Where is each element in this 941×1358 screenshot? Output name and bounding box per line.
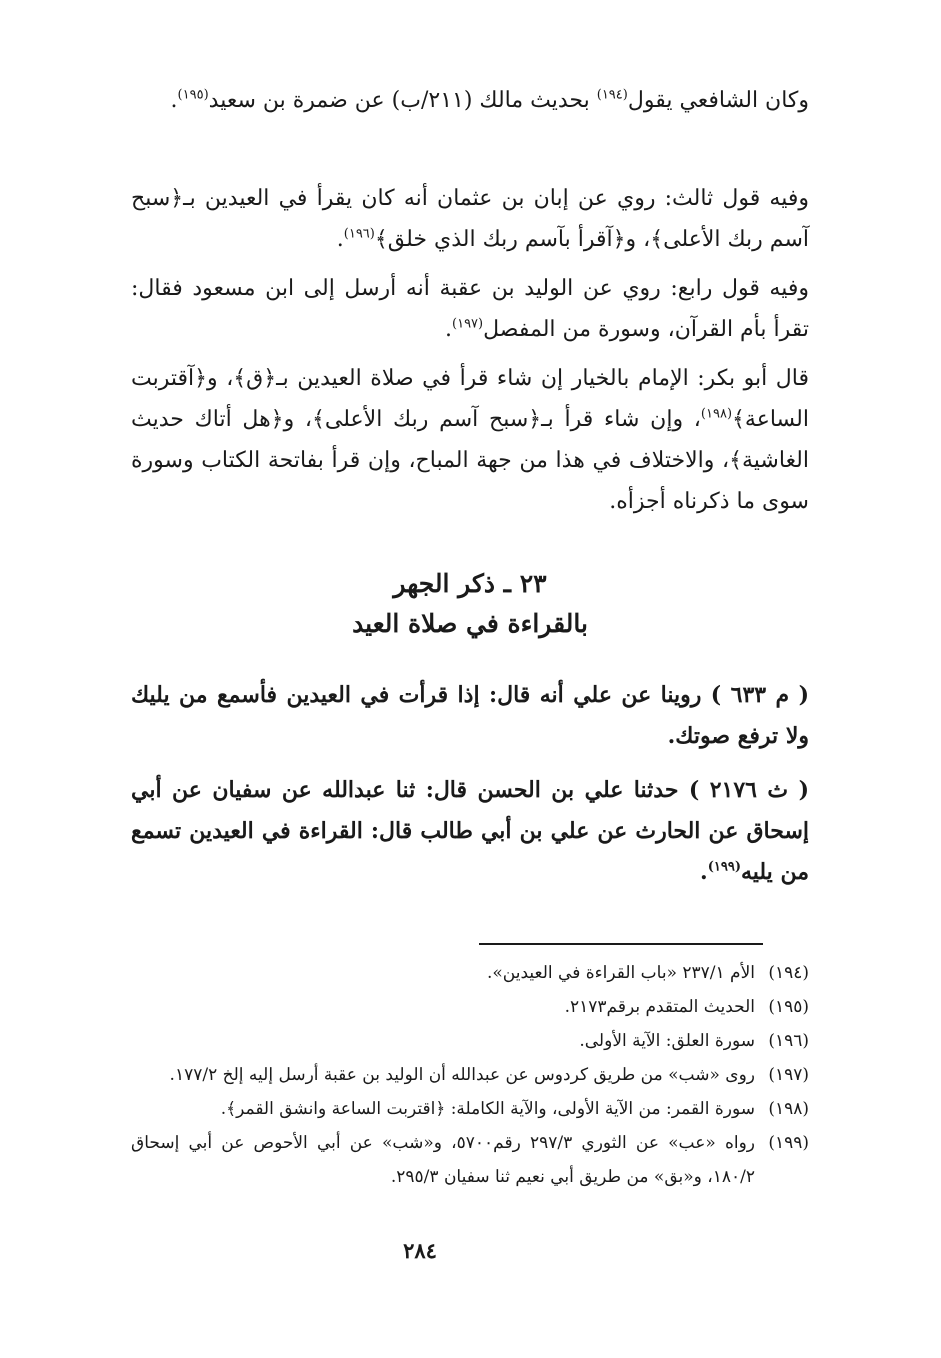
narration-end: .	[700, 859, 708, 885]
footnotes	[131, 956, 809, 1194]
footnote-ref[interactable]: (١٩٦)	[343, 226, 375, 242]
narration-2176	[131, 770, 809, 893]
section-heading-line1: ٢٣ ـ ذكر الجهر	[393, 569, 547, 598]
footnote-number: (١٩٨)	[768, 1099, 809, 1119]
footnote-number: (١٩٤)	[768, 963, 809, 983]
footnote-ref[interactable]: (١٩٤)	[596, 87, 628, 103]
paragraph-text: وفيه قول ثالث: روي عن إبان بن عثمان أنه كان يقرأ في العيدين بـ﴿سبح آسم ربك الأعلى﴾، و﴿آقرأ بآسم ربك الذي خلق﴾	[131, 186, 809, 252]
footnote-number: (١٩٦)	[768, 1031, 809, 1051]
footnote-text: رواه «عب» عن الثوري ٢٩٧/٣ رقم٥٧٠٠، و«شب» عن أبي الأحوص عن أبي إسحاق ١٨٠/٢، و«بق» من طريق أبي نعيم ثنا سفيان ٢٩٥/٣.	[131, 1133, 755, 1187]
footnote-text: سورة العلق: الآية الأولى.	[579, 1031, 755, 1051]
paragraph-end: .	[445, 317, 453, 342]
paragraph-end: .	[170, 88, 178, 113]
footnote-separator	[479, 943, 763, 945]
section-heading-line2: بالقراءة في صلاة العيد	[352, 609, 588, 638]
page-number: ٢٨٤	[403, 1238, 437, 1263]
footnote-item	[131, 1024, 809, 1058]
narration-text: ( م ٦٣٣ ) روينا عن علي أنه قال: إذا قرأت في العيدين فأسمع من يليك ولا ترفع صوتك.	[131, 682, 809, 749]
footnote-ref[interactable]: (١٩٩)	[707, 859, 741, 875]
narration-text: ( ث ٢١٧٦ ) حدثنا علي بن الحسن قال: ثنا عبدالله عن سفيان عن أبي إسحاق عن الحارث عن علي بن أبي طالب قال: القراءة في العيدين تسمع من يليه	[131, 777, 809, 885]
footnote-ref[interactable]: (١٩٨)	[700, 406, 733, 422]
footnote-number: (١٩٩)	[768, 1133, 809, 1153]
footnote-item	[131, 1126, 809, 1194]
footnote-item	[131, 1058, 809, 1092]
paragraph-shafii	[131, 80, 809, 121]
footnote-item	[131, 1092, 809, 1126]
paragraph-text: ، وإن شاء قرأ بـ﴿سبح آسم ربك الأعلى﴾، و﴿هل أتاك حديث الغاشية﴾، والاختلاف في هذا من جهة المباح، وإن قرأ بفاتحة الكتاب وسورة سوى ما ذكرناه أجزأه.	[131, 407, 809, 514]
paragraph-text: قال أبو بكر: الإمام بالخيار إن شاء قرأ في صلاة العيدين بـ﴿ق﴾، و﴿آقتربت الساعة﴾	[131, 366, 809, 432]
footnote-number: (١٩٧)	[768, 1065, 809, 1085]
paragraph-fourth-opinion	[131, 268, 809, 350]
paragraph-text: وكان الشافعي يقول	[627, 88, 809, 113]
footnote-text: الحديث المتقدم برقم٢١٧٣.	[564, 997, 755, 1017]
footnote-item	[131, 956, 809, 990]
narration-633	[131, 675, 809, 757]
footnote-item	[131, 990, 809, 1024]
paragraph-abu-bakr	[131, 358, 809, 522]
footnote-ref[interactable]: (١٩٥)	[177, 87, 209, 103]
paragraph-text: بحديث مالك (٢١١/ب) عن ضمرة بن سعيد	[208, 88, 597, 113]
footnote-text: روى «شب» من طريق كردوس عن عبدالله أن الوليد بن عقبة أرسل إليه إلخ ١٧٧/٢.	[169, 1065, 755, 1085]
footnote-text: الأم ٢٣٧/١ «باب القراءة في العيدين».	[487, 963, 755, 983]
paragraph-third-opinion	[131, 178, 809, 260]
footnote-ref[interactable]: (١٩٧)	[452, 316, 484, 332]
paragraph-text: وفيه قول رابع: روي عن الوليد بن عقبة أنه أرسل إلى ابن مسعود فقال: تقرأ بأم القرآن، وسورة من المفصل	[131, 276, 809, 342]
paragraph-end: .	[336, 227, 344, 252]
footnote-text: سورة القمر: من الآية الأولى، والآية الكاملة: ﴿اقتربت الساعة وانشق القمر﴾.	[220, 1099, 755, 1119]
footnote-number: (١٩٥)	[768, 997, 809, 1017]
